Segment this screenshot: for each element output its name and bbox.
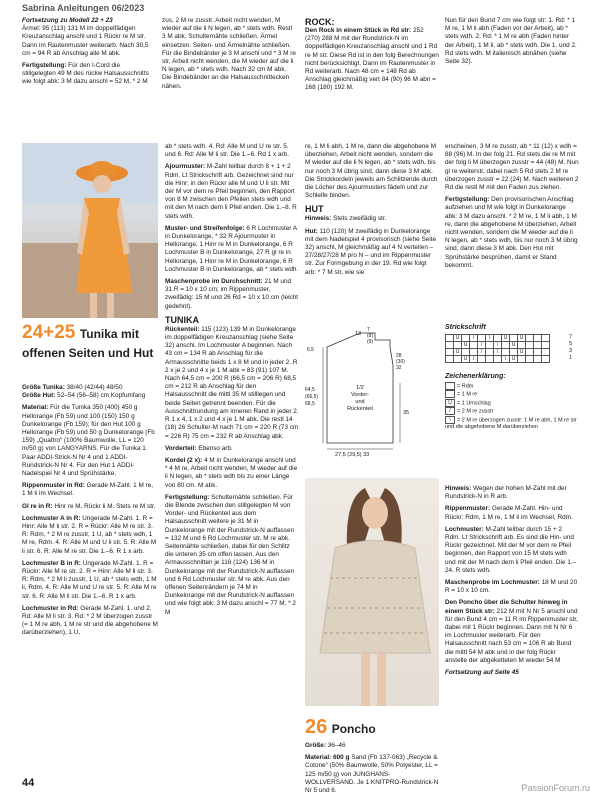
size-tunic: 38/40 (42/44) 48/50 [66,384,123,391]
material-label: Material: [22,404,49,412]
legend-item [445,399,579,407]
row-7: 7 [569,334,573,340]
poncho-gauge-text: 18 M und 20 R = 10 x 10 cm. [445,579,578,595]
chart-title: Strickschrift [445,324,486,331]
schematic-label-2: Vorder- [350,392,370,398]
top-column-3 [305,17,439,131]
dim-r3: 32 [396,365,402,371]
poncho-number: 26 [305,716,328,738]
hat-finishing-label: Fertigstellung: [445,196,490,204]
hat-heading: HUT [305,204,324,215]
dim-top-a: 7 [367,327,370,333]
lace-b-label: Lochmuster B in R: [22,559,81,567]
cord-label: Kordel (2 x): [165,456,203,464]
back-label: Rückenteil: [165,325,200,333]
tunic-heading: TUNIKA [165,314,199,325]
stockinette-label: Gl re in R: [22,502,53,510]
rib-label: Rippenmuster in Rd: [22,482,85,490]
ajour-label: Ajourmuster: [165,163,206,171]
gauge-text: 21 M und 31 R = 10 x 10 cm; im Rippenmuster, zweifädig: 15 M und 26 Rd = 10 x 10 cm (leicht gedehnt). [165,278,299,310]
skirt-title: ROCK: [305,17,335,27]
poncho-rib-text: Gerade M-Zahl. Hin- und Rückr: Rdm, 1 M re, 1 M li im Wechsel, Rdm. [445,505,573,521]
model-title: Tunika mit offenen Seiten und Hut [22,327,154,360]
size-hat: 52–54 (56–58) cm Kopfumfang [57,392,146,400]
dim-r1: 28 [396,353,402,359]
dim-right: 35 [403,410,410,416]
back-text: 115 (123) 139 M in Dunkelorange im doppelfädigen Kreuzanschlag (siehe Seite 32) anschl. Im Lochmuster A beginnen. Nach 43 cm = 134 R ab Anschlag für die Armausschnitte beids 1 x 8 M und in jeder 2. R 2 x je 2 und 4 x je 1 M abk = 83 (91) 107 M. Nach 64,5 cm = 200 R (66,5 cm = 206 R) 68,5 cm = 212 R ab Anschlag für den Halsausschnitt die mittl 35 M stilllegen und beide Seiten getrennt beenden. Für die Ausschnittrundung am inneren Rand in jeder 2. R 1 x 4, 1 x 2 und 4 x je 1 M abk. Die restl 14 (18) 26 Schulter-M nach 71 cm = 220 R (73 cm = 226 R) 75 cm = 232 R ab Anschlag abk. [165,325,299,440]
top-column-1 [22,17,154,131]
tunic-photo [22,143,158,318]
chart-row-numbers [569,334,572,362]
gauge-label: Maschenprobe im Durchschnitt: [165,278,263,286]
knitting-chart [445,324,579,431]
magazine-header: Sabrina Anleitungen 06/2023 [22,3,145,13]
watermark: PassionForum.ru [521,783,590,793]
material-text: Für die Tunika 350 (400) 450 g Hellorange (Fb 59) und 100 (150) 150 g Dunkelorange (Fb 159); für den Hut 100 g Hellorange (Fb 59) und 50 g Dunkelorange (Fb 159) „Quattro“ (100% Baumwolle, LL = 120 m/50 g) von LANGYARNS. Für die Tunika 1 Paar ADDI-Strick-N Nr 4 und 1 ADDI-Rundstrick-N Nr 4. Für den Hut 1 ADDI-Nadelspiel Nr 4 und Sprühstärke. [22,404,155,478]
poncho-size: 36–46 [327,742,346,749]
column-4-lower [445,485,579,785]
row-3: 3 [569,348,573,354]
poncho-gauge-label: Maschenprobe im Lochmuster: [445,579,540,587]
legend-symbol: / [445,407,455,415]
legend-item [445,390,579,398]
dim-top: 13 [355,331,362,337]
lace-round-label: Lochmuster in Rd: [22,604,79,612]
hat-text: 110 (120) M zweifädig in Dunkelorange mit dem Nadelspiel 4 provisorisch (siehe Seite 32) anschl, M gleichmäßig auf 4 N verteilen – 27/28/27/28 M pro N – und im Rippenmuster str. Zur Formgebung in der 19. Rd wie folgt arb: * 7 M str, wie sie [305,227,437,276]
middle-column [165,143,299,773]
poncho-main-text: 212 M mit N Nr 5 anschl und für den Bund 4 cm = 11 R im Rippenmuster str, dabei mit 1 Rückr beginnen. Dann mit N Nr 6 im Lochmuster weiterarb. Für den Halsausschnitt nach 53 cm = 106 R ab Bund die mittl 54 M abk und in der folg Rückr anstelle der abgeketteten M wieder 54 M [445,607,578,664]
dim-left3: 68,5 [305,401,315,407]
stripe-text: 6 R Lochmuster A in Dunkelorange, * 32 R Ajourmuster in Hellorange, 1 Hinr re M in Dunkelorange, 6 R Lochmuster B in Dunkelorange, 27 R gl re in Hellorange, 1 Hinr re M in Dunkelorange, 6 R Lochmuster B in Dunkelorange, ab * stets wdh. [165,224,299,273]
poncho-rib-label: Rippenmuster: [445,505,491,513]
page-number: 44 [22,777,35,789]
column-4-upper [445,143,579,313]
dim-left2: (66,5) [305,394,319,400]
ajour-text: M-Zahl teilbar durch 8 + 1 + 2 Rdm. Lt Strickschrift arb. Gezeichnet sind nur die Hinr; in den Rückr alle M und U li str. Mit der M vor dem re Pfeil beginnen, den Rapport von 8 M zwischen den Pfeilen stets wdh und mit den M nach dem li Pfeil enden. Die 1.–8. R stets wdh. [165,163,297,220]
poncho-lace-label: Lochmuster: [445,525,484,533]
legend-label: = 2 M re zusstr [457,408,494,415]
poncho-material-text: Sand (Fb 137-063) „Recycle & Cotone“ (50% Baumwolle, 50% Polyester, LL = 125 m/50 g) von JUNGHANS-WOLLVERSAND. Je 1 KNITPRO-Rundstrick-N Nr 5 und 6. [305,754,439,795]
schematic-label [335,385,385,413]
row-5: 5 [569,341,573,347]
cord-finishing-text: re, 1 M li abh, 1 M re, dann die abgehobene M überziehen, Arbeit nicht wenden, sondern die M wieder auf die li N legen, ab * stets wdh, bis nur noch 3 M übrig sind, dann diese 3 M abk. Die Strickkordeln jeweils am Schlitzende durch die Löcher des Ajourmusters fädeln und zur Schleife binden. [305,143,438,200]
poncho-photo [305,478,439,706]
chart-grid: U / \ U U U / \ U U / \ U U / \ U [445,334,550,363]
stripe-label: Muster- und Streifenfolge: [165,224,245,232]
poncho-info [305,742,439,798]
hat-label: Hut: [305,227,318,235]
lace-a-text: Ungerade M-Zahl. 1. R = Hinr: Alle M li str. 2. R = Rückr: Alle M re str. 3. R: Rdm, * 2 M re zusstr, 1 U, ab * stets wdh, 1 M re, Rdm. 4. R: Alle M und U li str. 5. R: Alle M li str. 6. R: Alle M re str. Die 1.–6. R 1 x arb. [22,514,157,555]
tunic-finishing-text: Schulternähte schließen. Für die Blende zwischen den stillgelegten M von Vorder- und Rückenteil aus dem Halsausschnitt weitere je 31 M in Dunkelorange mit der Rundstrick-N auffassen = 132 M und 6 Rd Lochmuster str. M re abk. Seitennähte schließen, dabei für den Schlitz die unteren 35 cm offen lassen. Aus den Armausschnitten je 116 (124) 136 M in Dunkelorange mit der Rundstrick-N auffassen und 6 Rd Lochmuster str. M re abk. Aus den offenen Seitenrändern je 74 M in Dunkelorange mit der Rundstrick-N auffassen und wie folgt abk: 3 M dazu anschl = 77 M, * 2 M [165,493,296,616]
legend-symbol [445,390,455,398]
top-column-4 [445,17,579,131]
top-column-2 [162,17,296,131]
cord-text: 4 M in Dunkelorange anschl und * 4 M re, Arbeit nicht wenden, M wieder auf die li N legen, ab * stets wdh bis zu einer Länge von 80 cm. M abk. [165,456,298,489]
finishing-label: Fertigstellung: [22,62,67,70]
lace-a-label: Lochmuster A in R: [22,514,81,522]
continuation-note: Fortsetzung zu Modell 22 + 23 [22,17,113,24]
legend-label: = 1 Umschlag [457,400,491,407]
sleeve-text: Ärmel: 95 (113) 131 M im doppelfädigen Kreuzanschlag anschl und 1 Rückr re M str. Dann im Rautenmuster weiterarb. Nach 30,5 cm = 94 R ab Anschlag alle M abk. [22,25,149,57]
legend-item [445,416,579,431]
legend-label: = 1 M re [457,391,478,398]
size-hat-label: Größe Hut: [22,392,56,400]
lace-round-text: Gerade M-Zahl. 1. und 2. Rd: Alle M li str. 3. Rd: * 2 M überzogen zusstr (= 1 M re abh, 1 M re str und die abgehobene M darüberziehen), 1 U, [22,604,158,637]
column-3 [305,143,439,333]
row-1: 1 [569,355,573,361]
lace-round-cont: ab * stets wdh. 4. Rd: Alle M und U re str. 5. und 6. Rd: Alle M li str. Die 1.–6. Rd 1 x arb. [165,143,289,159]
legend-symbol: U [445,399,455,407]
dim-top-b: (8) [367,333,374,339]
legend-symbol [445,382,455,390]
legend-title: Zeichenerklärung: [445,373,506,380]
legend-item [445,407,579,415]
lace-b-text: Ungerade M-Zahl. 1. R = Rückr: Alle M re str. 2. R = Hinr: Alle M li str. 3. R: Rdm, * 2 M li zusstr, 1 U, ab * stets wdh, 1 M li, Rdm. 4. R: Alle M und U re str. 5. R: Alle M re str. 6. R: Alle M li str. Die 1.–6. R 1 x arb. [22,559,157,600]
poncho-lace-text: M-Zahl teilbar durch 15 + 2 Rdm. Lt Strickschrift arb. Es sind die Hin- und Rückr gezeichnet. Mit der M vor dem re Pfeil beginnen, den Rapport von 15 M stets wdh und mit der M nach dem li Pfeil enden. Die 1.–24. R stets wdh. [445,525,577,574]
skirt-subtitle: Den Rock in einem Stück in Rd str: [305,27,412,34]
front-label: Vorderteil: [165,444,197,452]
skirt-text: 252 (270) 288 M mit der Rundstrick-N im doppelfädigen Kreuzanschlag anschl und 1 Rd re M str. Diese Rd ist in den folg Berechnungen nicht berücksichtigt. Dann im Rautenmuster in Rd weiterarb. Nach 48 cm = 148 Rd ab Anschlag gleichmäßig vert 84 (90) 96 M abn = 168 (180) 192 M. [305,27,439,92]
stockinette-text: Hinr re M, Rückr li M. Stets re M str. [54,502,156,510]
poncho-main-label: Den Poncho über die Schulter hinweg in einem Stück str: [445,599,568,615]
garment-schematic [305,325,439,465]
model-title-poncho [305,716,439,739]
dim-r2: (30) [396,359,405,365]
left-column [22,384,158,772]
poncho-size-label: Größe: [305,742,326,749]
hat-cont-text: erscheinen, 3 M re zusstr, ab * 11 (12) x wdh = 88 (96) M. In der folg 21. Rd stets die re M mit der folg li M überzogen zusstr = 44 (48) M. Nun gl re weiterstr, dabei nach 5 Rd stets 2 M re überzogen zusstr = 22 (24) M. Nach weiteren 2 Rd die restl M mit den Faden zus ziehen. [445,143,579,192]
ties-text: zus, 2 M re zusstr, Arbeit nicht wenden, M wieder auf die li N legen, ab * stets wdh. Restl 3 M abk. Schulternähte schließen. Ärmel einsetzen. Seiten- und Ärmelnähte schließen. Für die Bindebänder je 3 M anschl und * 3 M re str, Arbeit nicht wenden, die M wieder auf die li N legen, ab * stets wdh. Nach 32 cm M abk. Die Bindebänder an die Halsausschnittecken nähen. [162,17,296,90]
continued-note: Fortsetzung auf Seite 45 [445,669,519,677]
model-number: 24+25 [22,322,76,343]
schematic-label-1: 1/2 [356,385,364,391]
finishing-text: Für den I-Cord die stillgelegten 49 M des rückw Halsausschnitts wie folgt abk: 3 M dazu anschl = 52 M, * 2 M [22,62,149,86]
poncho-material-label: Material: [305,754,332,762]
front-text: Ebenso arb. [198,444,233,452]
poncho-hint-text: Wegen der hohen M-Zahl mit der Rundstrick-N in R arb. [445,485,567,501]
poncho-material-weight: 600 g [333,754,350,762]
dim-bottom: 27,5 (29,5) 33 [335,452,370,458]
legend-label: = Rdm [457,383,474,390]
legend-label: = 2 M re überzogen zusstr: 1 M re abh, 1 M re str und die abgehobene M darüberziehen [445,417,577,431]
schematic-label-4: Rückenteil [347,406,373,412]
dim-left1: 64,5 [305,387,315,393]
legend-symbol: \ [445,416,455,424]
size-tunic-label: Größe Tunika: [22,384,65,391]
legend-item [445,382,579,390]
waistband-text: Nun für den Bund 7 cm wie folgt str: 1. Rd: * 1 M re, 1 M li abh (Faden vor der Arbeit), ab * stets wdh. 2. Rd: * 1 M re abh (Faden hinter der Arbeit), 1 M li, ab * stets wdh. Die 1. und 2. Rd stets wdh. M italienisch abnähen (siehe Seite 32). [445,17,577,66]
hint-text: Stets zweifädig str. [333,215,387,223]
rib-text: Gerade M-Zahl. 1 M re, 1 M li im Wechsel. [22,482,154,498]
dim-top-c: (9) [367,339,374,345]
schematic-label-3: und [355,399,365,405]
poncho-hint-label: Hinweis: [445,485,472,492]
hat-finishing-text: Den provisorischen Anschlag aufziehen und M wie folgt in Dunkelorange abk: 3 M dazu anschl. * 2 M re, 1 M li abh, 1 M re, dann die abgehobene M überziehen, Arbeit nicht wenden, sondern die M wieder auf die li N legen, ab * stets wdh, bis nur noch 3 M übrig sind, dann diese 3 M abk. Den Hut mit Sprühstärke besprühen, damit er Stand bekommt. [445,196,578,269]
tunic-finishing-label: Fertigstellung: [165,493,210,501]
hint-label: Hinweis: [305,215,332,223]
model-title-tunic [22,322,158,362]
dim-left-a: 6,5 [307,347,314,353]
poncho-title: Poncho [331,722,376,736]
